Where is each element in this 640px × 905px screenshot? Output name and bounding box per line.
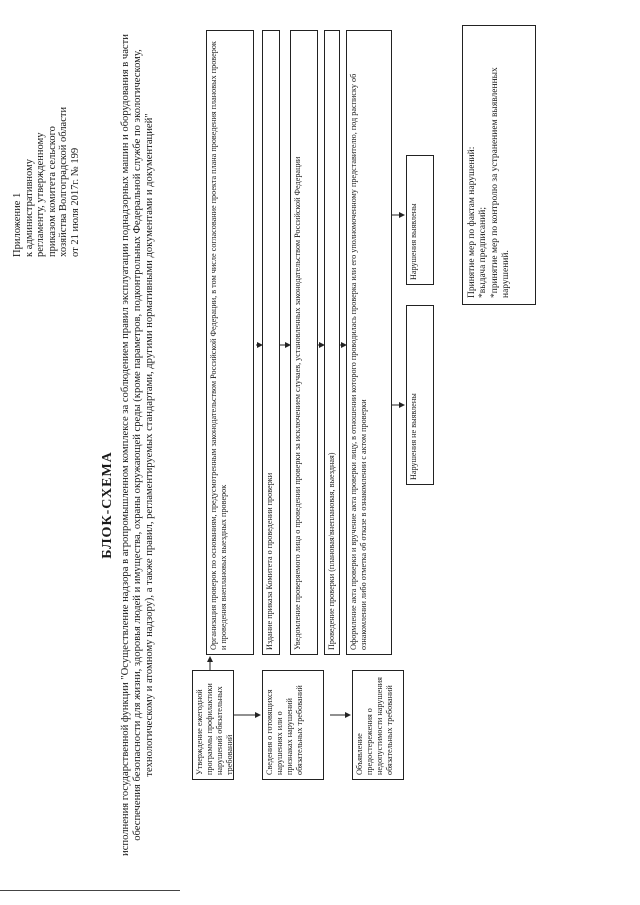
appendix-line: приказом комитета сельского (46, 126, 58, 257)
box-text: Проведение проверки (плановая/внеплановая, выездная) (327, 452, 336, 650)
box-warning (352, 670, 404, 780)
box-inspection-act (346, 30, 392, 655)
measures-item: *выдача предписаний; (478, 206, 489, 298)
measures-item: *принятие мер по контролю за устранением выявленных нарушений. (489, 67, 512, 298)
appendix-line: хозяйства Волгоградской области (58, 106, 70, 257)
page-subtitle: исполнения государственной функции "Осуществление надзора в агропромышленном комплексе за соблюдением правил эксплуатации поднадзорных машин и оборудования в части обеспечения безопасности для жизни, здоровья людей и имущества, охраны окружающей среды (кроме параметров, подконтрольных Федеральной службе по экологическому, технологическому и атомному надзору), а также правил, регламентируемых стандартами, другими нормативными документами и документацией" (120, 34, 155, 856)
box-issue-order (262, 30, 280, 655)
box-text: Утверждение ежегодной программы профилактики нарушений обязательных требований (195, 683, 234, 775)
page-title: БЛОК-СХЕМА (100, 451, 115, 559)
box-text: Организация проверок по основаниям, предусмотренным законодательством Российской Федерации, в том числе согласование проекта плана проведения плановых проверок и проведения внеплановых выездных проверок (209, 41, 228, 650)
bottom-rule (0, 890, 180, 891)
box-text: Сведения о готовящихся нарушениях или о признаках нарушений обязательных требований (265, 685, 304, 775)
box-text: Оформление акта проверки и вручение акта проверки лицу, в отношении которого проводилась проверка или его уполномоченному представителю, под расписку об ознакомлении либо отметка об отказе в ознакомлении с актом проверки (349, 73, 368, 650)
box-text: Нарушения не выявлены (409, 393, 418, 480)
box-no-violations (406, 305, 434, 485)
measures-title: Принятие мер по фактам нарушений: (467, 146, 477, 298)
box-organize-inspections (206, 30, 254, 655)
box-conduct-inspection (324, 30, 340, 655)
box-text: Уведомление проверяемого лица о проведении проверки за исключением случаев, установленных законодательством Российской Федерации (293, 156, 302, 650)
appendix-line: от 21 июля 2017г. № 199 (69, 147, 81, 257)
appendix-line: Приложение 1 (12, 192, 23, 257)
box-notify-inspected (290, 30, 318, 655)
appendix-line: к административному (23, 159, 35, 257)
box-violation-signs (262, 670, 324, 780)
box-text: Издание приказа Комитета о проведении проверки (265, 472, 274, 650)
box-measures (462, 25, 536, 305)
box-violations-found (406, 155, 434, 285)
box-text: Нарушения выявлены (409, 203, 418, 280)
appendix-line: регламенту, утвержденному (35, 132, 47, 257)
box-text: Объявление предостережения о недопустимости нарушения обязательных требований (355, 677, 394, 775)
box-prevention-program (192, 670, 234, 780)
